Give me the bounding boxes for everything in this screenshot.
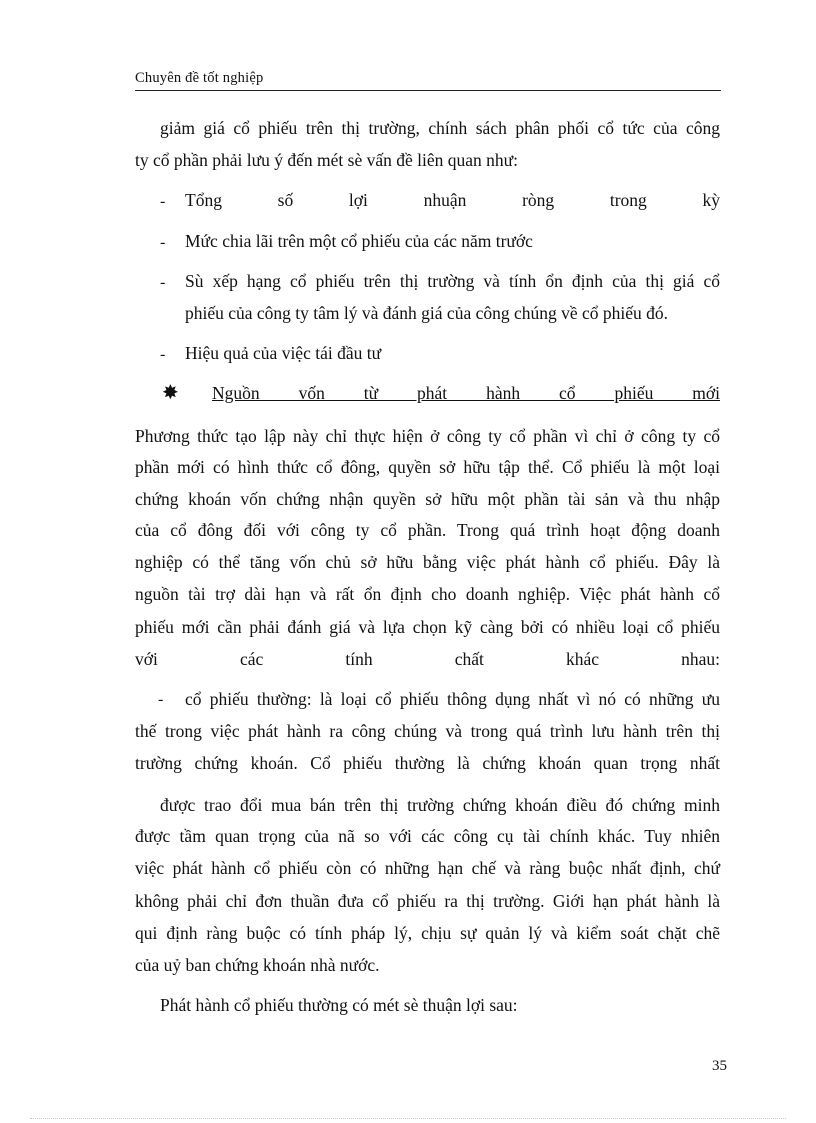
section-heading: Nguồn vốn từ phát hành cổ phiếu mới — [212, 383, 720, 403]
bullet-dash-icon: - — [158, 691, 164, 708]
text-line: Tổng số lợi nhuận ròng trong kỳ — [185, 190, 720, 210]
text-line: Hiệu quả của việc tái đầu tư — [185, 343, 382, 363]
text-line: Phát hành cổ phiếu thường có mét sè thuận lợi sau: — [160, 995, 518, 1015]
text-line: thế trong việc phát hành ra công chúng và trong quá trình lưu hành trên thị — [135, 721, 720, 741]
text-line: trường chứng khoán. Cổ phiếu thường là chứng khoán quan trọng nhất — [135, 753, 720, 773]
bullet-dash-icon: - — [160, 274, 166, 291]
text-line: được tầm quan trọng của nã so với các công cụ tài chính khác. Tuy nhiên — [135, 826, 720, 846]
text-line: Mức chia lãi trên một cổ phiếu của các năm trước — [185, 231, 533, 251]
page-header: Chuyên đề tốt nghiệp — [135, 70, 721, 91]
text-line: chứng khoán vốn chứng nhận quyền sở hữu một phần tài sản và thu nhập — [135, 489, 720, 509]
text-line: ty cổ phần phải lưu ý đến mét sè vấn đề liên quan như: — [135, 150, 518, 170]
text-line: Sù xếp hạng cổ phiếu trên thị trường và tính ổn định của thị giá cổ — [185, 271, 720, 291]
text-line: không phải chỉ đơn thuần đưa cổ phiếu ra thị trường. Giới hạn phát hành là — [135, 891, 720, 911]
section-star-icon: ✸ — [162, 382, 179, 404]
text-line: việc phát hành cổ phiếu còn có những hạn chế và ràng buộc nhất định, chứ — [135, 858, 720, 878]
page-number: 35 — [712, 1058, 727, 1074]
text-line: phần mới có hình thức cổ đông, quyền sở hữu tập thể. Cổ phiếu là một loại — [135, 457, 720, 477]
text-line: nghiệp có thể tăng vốn chủ sở hữu bằng việc phát hành cổ phiếu. Đây là — [135, 552, 720, 572]
text-line: qui định ràng buộc có tính pháp lý, chịu sự quản lý và kiểm soát chặt chẽ — [135, 923, 720, 943]
bullet-dash-icon: - — [160, 234, 166, 251]
text-line: Phương thức tạo lập này chỉ thực hiện ở công ty cổ phần vì chỉ ở công ty cổ — [135, 426, 720, 446]
text-line: với các tính chất khác nhau: — [135, 649, 720, 669]
text-line: nguồn tài trợ dài hạn và rất ổn định cho doanh nghiệp. Việc phát hành cổ — [135, 584, 720, 604]
text-line: phiếu mới cần phải đánh giá và lựa chọn kỹ càng bởi có nhiều loại cổ phiếu — [135, 617, 720, 637]
text-line: phiếu của công ty tâm lý và đánh giá của công chúng về cổ phiếu đó. — [185, 303, 669, 323]
bullet-dash-icon: - — [160, 193, 166, 210]
text-line: của cổ đông đối với công ty cổ phần. Trong quá trình hoạt động doanh — [135, 520, 720, 540]
text-line: được trao đổi mua bán trên thị trường chứng khoán điều đó chứng minh — [160, 795, 720, 815]
text-line: giảm giá cổ phiếu trên thị trường, chính sách phân phối cổ tức của công — [160, 118, 720, 138]
text-line: của uỷ ban chứng khoán nhà nước. — [135, 955, 380, 975]
page-bottom-border — [30, 1118, 786, 1119]
text-line: cổ phiếu thường: là loại cổ phiếu thông dụng nhất vì nó có những ưu — [185, 689, 720, 709]
bullet-dash-icon: - — [160, 346, 166, 363]
